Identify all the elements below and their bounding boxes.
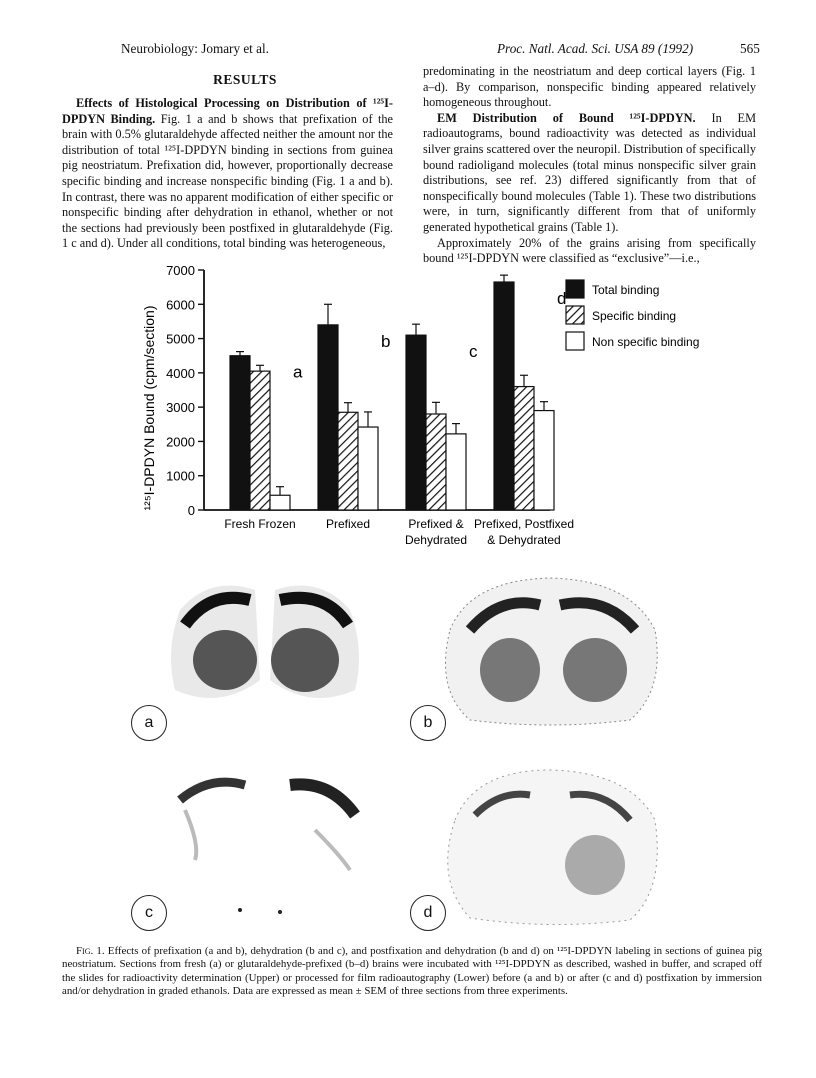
y-tick-label: 0 [187, 503, 195, 518]
x-category-label: & Dehydrated [487, 533, 561, 547]
running-header-left: Neurobiology: Jomary et al. [121, 41, 269, 56]
left-column [62, 96, 393, 252]
legend-swatch-hatched [566, 306, 584, 324]
binding-bar-chart [120, 258, 700, 558]
autoradiograph-panel-a [150, 570, 380, 730]
panel-label-b: b [410, 705, 446, 741]
group-letter: d [557, 289, 567, 308]
left-column-body: Fig. 1 a and b shows that prefixation of the brain with 0.5% glutaraldehyde affected neither the amount nor the distribution of total ¹²⁵I-DPDYN binding in sections from guinea pig neostriatum. Prefixation did, however, proportionally decrease specific binding and increase nonspecific binding (Fig. 1 a and b). In contrast, there was no apparent modification of either specific or nonspecific binding after dehydration in ethanol, whether or not the sections had previously been postfixed in glutaraldehyde (Fig. 1 c and d). Under all conditions, total binding was heterogeneous, [62, 111, 393, 251]
y-tick-label: 7000 [166, 263, 195, 278]
y-tick-label: 5000 [166, 331, 195, 347]
y-tick-label: 2000 [166, 434, 195, 450]
y-tick-label: 3000 [166, 400, 195, 416]
legend-label: Total binding [592, 283, 660, 297]
group-letter: a [293, 362, 303, 382]
subsection-heading-em: EM Distribution of Bound ¹²⁵I-DPDYN. [437, 110, 696, 125]
bar-open [446, 434, 466, 510]
bar-open [534, 411, 554, 510]
section-heading: RESULTS [213, 72, 277, 87]
bar-solid [230, 356, 250, 510]
bar-solid [318, 325, 338, 510]
group-letter: c [469, 342, 478, 362]
bar-hatched [426, 414, 446, 510]
legend-swatch-open [566, 332, 584, 350]
y-tick-label: 1000 [166, 468, 195, 484]
legend-label: Non specific binding [592, 335, 700, 349]
y-tick-label: 6000 [166, 297, 195, 313]
bar-hatched [250, 371, 270, 510]
x-category-label: Prefixed [325, 517, 371, 531]
caption-text: Effects of prefixation (a and b), dehydration (b and c), and postfixation and dehydration (b and d) on ¹²⁵I-DPDYN labeling in sections of guinea pig neostriatum. Sections from fresh (a) or glutaraldehyde-prefixed (b–d) brains were incubated with ¹²⁵I-DPDYN as described, washed in buffer, and scraped off the slides for radioactivity determination (Upper) or processed for film radioautography (Lower) before (a and b) or after (c and d) postfixation by immersion and/or dehydration in graded ethanols. Data are expressed as mean ± SEM of three sections from three experiments. [62, 945, 762, 998]
y-axis-label: ¹²⁵I-DPDYN Bound (cpm/section) [141, 305, 157, 511]
group-letter: b [381, 331, 391, 351]
autoradiograph-panel-d [430, 760, 670, 930]
running-header-journal: Proc. Natl. Acad. Sci. USA 89 (1992) [497, 41, 694, 56]
panel-label-a: a [131, 705, 167, 741]
x-category-label: Dehydrated [404, 533, 468, 547]
y-tick-label: 4000 [166, 365, 195, 381]
bar-hatched [338, 412, 358, 510]
x-category-label: Prefixed & [408, 517, 464, 531]
page-number: 565 [740, 41, 760, 56]
right-paragraph-1: predominating in the neostriatum and deep cortical layers (Fig. 1 a–d). By comparison, nonspecific binding appeared relatively homogeneous throughout. [423, 64, 756, 110]
bar-hatched [514, 387, 534, 510]
right-paragraph-3: Approximately 20% of the grains arising from specifically bound ¹²⁵I-DPDYN were classified as “exclusive”—i.e., [423, 235, 756, 266]
figure-caption [62, 945, 762, 999]
legend-label: Specific binding [592, 309, 677, 323]
panel-label-c: c [131, 895, 167, 931]
autoradiograph-panel-b [430, 570, 670, 730]
right-paragraph-2: In EM radioautograms, bound radioactivity was detected as individual silver grains scattered over the neuropil. Distribution of specifically bound radioligand molecules (total minus nonspecific silver grain distributions, see ref. 23) differed significantly from that of nonspecifically bound molecules (Table 1). These two distributions were, in turn, significantly different from that of uniformly generated hypothetical grains (Table 1). [423, 110, 757, 234]
bar-solid [494, 282, 514, 510]
x-category-label: Prefixed, Postfixed [473, 517, 575, 531]
autoradiograph-panel-c [150, 760, 380, 930]
bar-open [358, 427, 378, 510]
subsection-heading: Effects of Histological Processing on Distribution of ¹²⁵I-DPDYN Binding. [62, 96, 393, 126]
panel-label-d: d [410, 895, 446, 931]
x-category-label: Fresh Frozen [224, 517, 296, 531]
bar-solid [406, 335, 426, 510]
legend-swatch-solid [566, 280, 584, 298]
bar-open [270, 495, 290, 510]
caption-lead: Fig. 1. [76, 945, 105, 957]
right-column [423, 64, 756, 267]
